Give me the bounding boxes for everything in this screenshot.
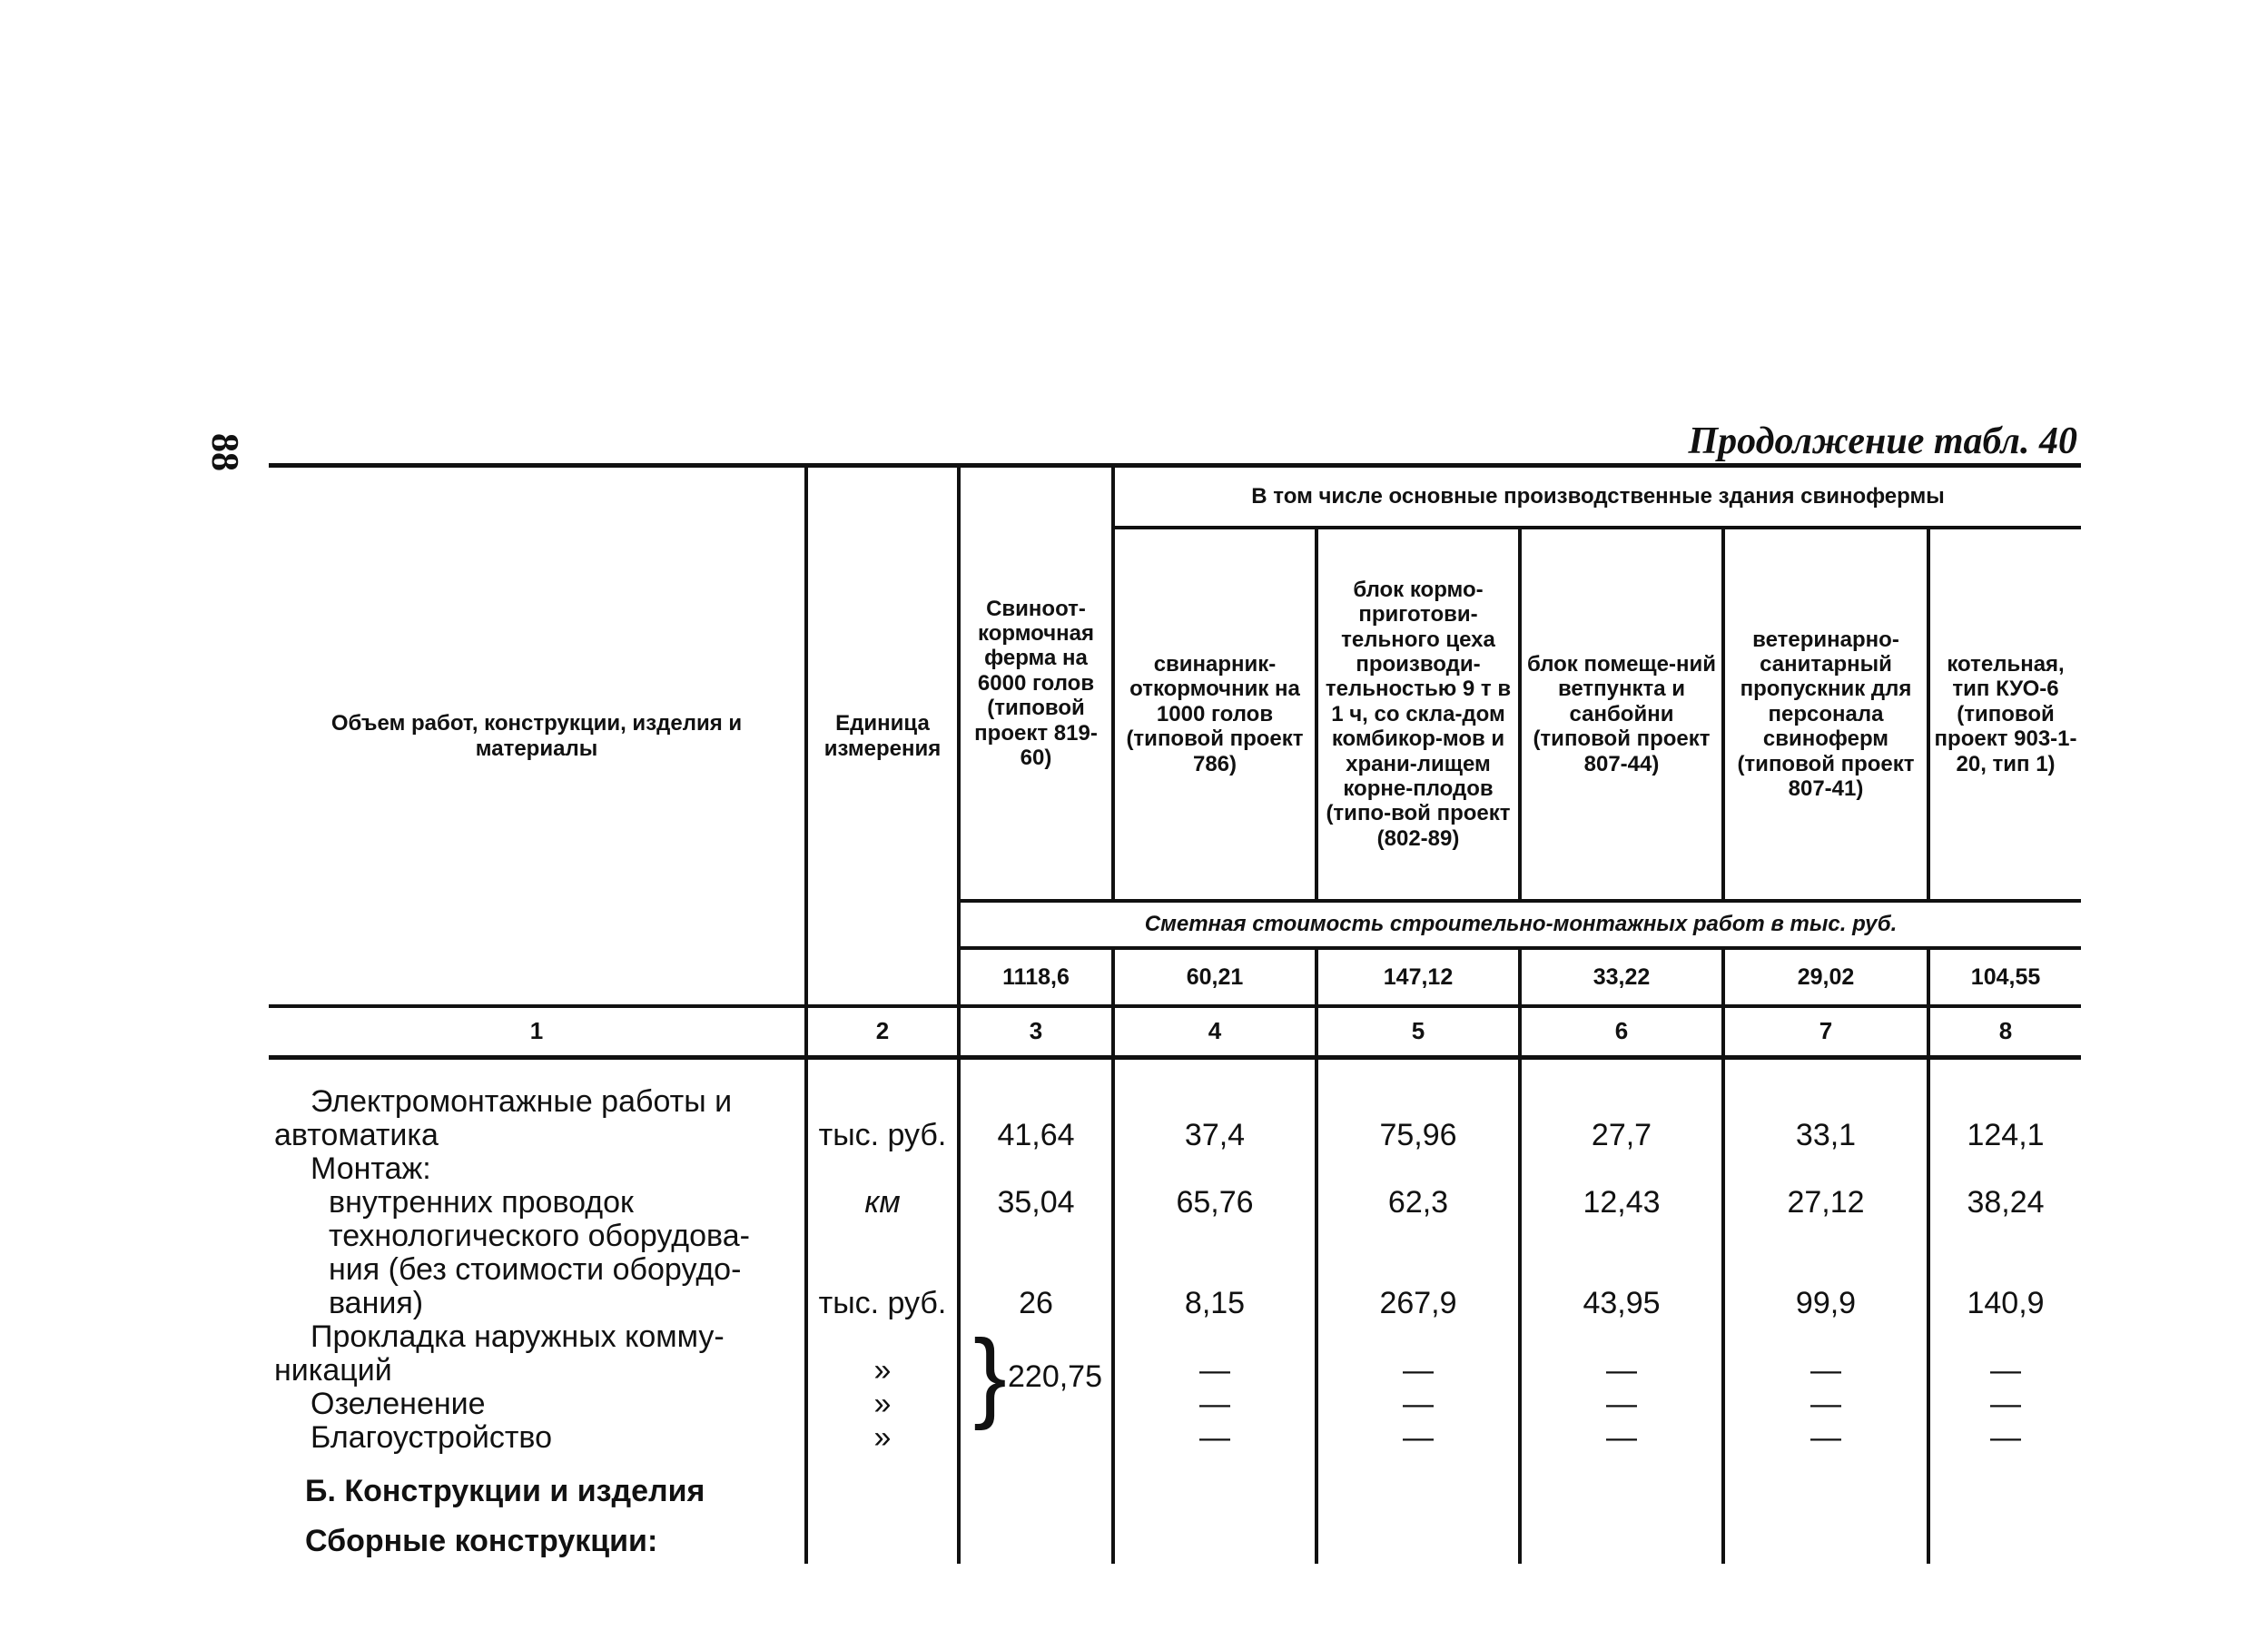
table-header: [269, 466, 2081, 1058]
grouped-value: 220,75: [1008, 1359, 1102, 1394]
cost-value-boiler-house: 104,55: [1928, 948, 2081, 1006]
header-sanitary-checkpoint: ветеринарно-санитарный пропускник для персонала свиноферм (типовой проект 807-41): [1723, 528, 1928, 901]
row-name-electro: Электромонтажные работы и автоматика: [274, 1084, 733, 1152]
header-works-column: Объем работ, конструкции, изделия и материалы: [269, 466, 806, 1007]
header-vet-block: блок помеще-ний ветпункта и санбойни (типовой проект 807-44): [1520, 528, 1723, 901]
header-unit-column: Единица измерения: [806, 466, 959, 1007]
header-cost-caption: Сметная стоимость строительно-монтажных работ в тыс. руб.: [959, 901, 2081, 948]
grouped-value-cell: [959, 1320, 1113, 1455]
table-continuation-caption: Продолжение табл. 40: [1688, 420, 2077, 462]
row-value-farm: 35,04: [959, 1186, 1113, 1220]
dash-cell: — — —: [1520, 1320, 1723, 1455]
column-number-5: 5: [1316, 1006, 1520, 1058]
column-number-2: 2: [806, 1006, 959, 1058]
row-value-vet-block: 43,95: [1520, 1220, 1723, 1320]
row-value-boiler-house: 140,9: [1928, 1220, 2081, 1320]
cost-value-vet-block: 33,22: [1520, 948, 1723, 1006]
row-value-fattening-shed: 37,4: [1113, 1085, 1316, 1152]
row-unit: км: [806, 1186, 959, 1220]
brace-symbol: }: [973, 1319, 1007, 1431]
cost-table-container: [269, 463, 2081, 1564]
table-row: [269, 1186, 2081, 1220]
dash-cell: — — —: [1928, 1320, 2081, 1455]
table-row: [269, 1085, 2081, 1152]
cost-value-sanitary-checkpoint: 29,02: [1723, 948, 1928, 1006]
row-value-sanitary-checkpoint: 33,1: [1723, 1085, 1928, 1152]
table-row: [269, 1455, 2081, 1508]
row-value-vet-block: 27,7: [1520, 1085, 1723, 1152]
row-name-wiring: внутренних проводок: [329, 1185, 634, 1220]
section-b-heading: Б. Конструкции и изделия: [305, 1474, 705, 1508]
column-number-8: 8: [1928, 1006, 2081, 1058]
row-name-montazh: Монтаж:: [311, 1151, 431, 1186]
row-value-fattening-shed: 65,76: [1113, 1186, 1316, 1220]
header-buildings-group: В том числе основные производственные здания свинофермы: [1113, 466, 2081, 529]
column-number-7: 7: [1723, 1006, 1928, 1058]
row-value-boiler-house: 38,24: [1928, 1186, 2081, 1220]
dash-cell: — — —: [1316, 1320, 1520, 1455]
dash-cell: — — —: [1113, 1320, 1316, 1455]
prefab-heading: Сборные конструкции:: [305, 1524, 658, 1558]
table-row: [269, 1320, 2081, 1455]
page-number: 88: [203, 433, 245, 471]
row-value-boiler-house: 124,1: [1928, 1085, 2081, 1152]
row-value-feed-prep-block: 267,9: [1316, 1220, 1520, 1320]
row-value-fattening-shed: 8,15: [1113, 1220, 1316, 1320]
row-value-sanitary-checkpoint: 99,9: [1723, 1220, 1928, 1320]
row-value-farm: 41,64: [959, 1085, 1113, 1152]
table-row: [269, 1508, 2081, 1564]
column-number-3: 3: [959, 1006, 1113, 1058]
dash-cell: — — —: [1723, 1320, 1928, 1455]
column-number-4: 4: [1113, 1006, 1316, 1058]
header-feed-prep-block: блок кормо-приготови-тельного цеха производи-тельностью 9 т в 1 ч, со скла-дом комбикор-мов и храни-лищем корне-плодов (типо-вой проект (802-89): [1316, 528, 1520, 901]
row-value-vet-block: 12,43: [1520, 1186, 1723, 1220]
header-fattening-shed: свинарник-откормочник на 1000 голов (типовой проект 786): [1113, 528, 1316, 901]
column-number-1: 1: [269, 1006, 806, 1058]
table-row: [269, 1220, 2081, 1320]
table-body: [269, 1058, 2081, 1565]
cost-value-farm: 1118,6: [959, 948, 1113, 1006]
row-units-group: » » »: [806, 1320, 959, 1455]
header-farm-column: Свиноот-кормочная ферма на 6000 голов (типовой проект 819-60): [959, 466, 1113, 902]
table-row: [269, 1152, 2081, 1186]
cost-value-feed-prep-block: 147,12: [1316, 948, 1520, 1006]
row-value-feed-prep-block: 75,96: [1316, 1085, 1520, 1152]
row-name-laying: Прокладка наружных комму- никаций Озеленение Благоустройство: [274, 1319, 725, 1455]
row-unit: тыс. руб.: [806, 1220, 959, 1320]
row-name-equipment: технологического оборудова- ния (без стоимости оборудо- вания): [329, 1219, 750, 1320]
row-value-sanitary-checkpoint: 27,12: [1723, 1186, 1928, 1220]
row-value-feed-prep-block: 62,3: [1316, 1186, 1520, 1220]
column-number-6: 6: [1520, 1006, 1723, 1058]
cost-table: [269, 463, 2081, 1564]
cost-value-fattening-shed: 60,21: [1113, 948, 1316, 1006]
row-value-farm: 26: [959, 1220, 1113, 1320]
row-unit: тыс. руб.: [806, 1085, 959, 1152]
header-boiler-house: котельная, тип КУО-6 (типовой проект 903-1-20, тип 1): [1928, 528, 2081, 901]
